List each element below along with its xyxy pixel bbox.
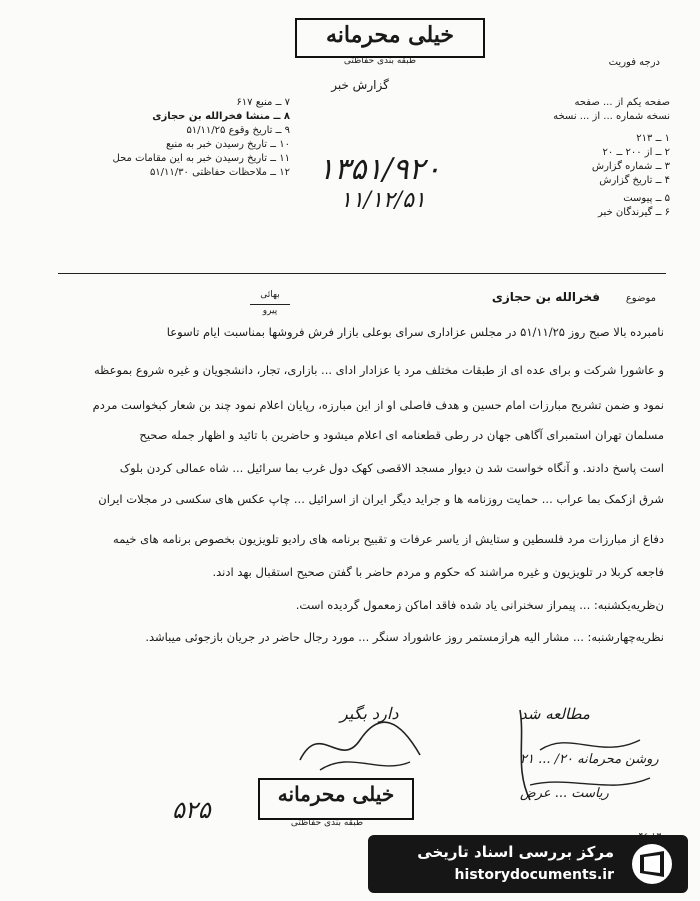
right-fields <box>430 96 670 220</box>
left-field: ۱۱ ــ تاریخ رسیدن خبر به این مقامات محل <box>112 153 290 164</box>
right-field: نسخه شماره ... از ... نسخه <box>553 111 670 122</box>
subject-side-note: پیرو <box>262 306 278 316</box>
signature-note-a: دارد بگیر <box>340 704 399 723</box>
signature-scribble-icon <box>290 700 430 780</box>
body-line: شرق ازکمک بما عراب ... حمایت روزنامه ها و جراید دیگر ایران از اسرائیل ... چاپ عکس های سکسی در مجلات ایران <box>98 492 664 506</box>
bottom-classification-stamp <box>258 778 414 820</box>
body-line: است پاسخ دادند. و آنگاه خواست شد ن دیوار مسجد الاقصی کهک دول غرب بما سرائیل ... شاه عمالی کردن بلوک <box>119 461 664 475</box>
left-field: ۷ ــ منبع ۶۱۷ <box>236 97 290 108</box>
bottom-stamp-text: خیلی محرمانه <box>277 782 395 806</box>
body-line: دفاع از مبارزات مرد فلسطین و ستایش از یاسر عرفات و تقبیح برنامه های رادیو تلویزیون بخصوص برنامه های خیمه <box>113 532 664 546</box>
top-stamp-text: خیلی محرمانه <box>325 22 455 48</box>
handwritten-number: ۱۳۵۱/۹۲۰ <box>318 152 441 187</box>
top-stamp-caption: طبقه بندی حفاظتی <box>343 56 417 66</box>
signature-note-c: روشن محرمانه ۲۰/ ... ۲۱ <box>520 752 659 767</box>
body-line: نامبرده بالا صبح روز ۵۱/۱۱/۲۵ در مجلس عزاداری سرای بوعلی بازار فرش فروشها بمناسبت ایام تاسوعا <box>166 325 664 339</box>
subject-side-note: بهائی <box>260 290 280 300</box>
body-line: نظریه‌چهارشنبه: ... مشار الیه هرازمستمر روز عاشوراد سنگر ... مورد رجال حاضر در جریان بازجوئی میباشد. <box>145 630 664 644</box>
signature-note-d: ریاست ... عرض <box>520 786 609 801</box>
left-field: ۹ ــ تاریخ وقوع ۵۱/۱۱/۲۵ <box>186 125 290 136</box>
subject-label: موضوع <box>625 293 656 304</box>
signature-note-b: مطالعه شد <box>520 705 590 723</box>
left-field: ۸ ــ منشا فخرالله بن حجازی <box>152 111 290 122</box>
stamp-number: ۵۲۵ <box>172 796 211 824</box>
right-field: ۴ ــ تاریخ گزارش <box>599 175 670 186</box>
right-field: ۲ ــ از ۲۰۰ ــ ۲۰ <box>602 147 670 158</box>
handwritten-date: ۱۱/۱۲/۵۱ <box>340 188 426 213</box>
body-line: مسلمان تهران استمبرای آگاهی جهان در رطی قطعنامه ای اعلام میشود و حاضرین با تائید و اظهار جمله صحیح <box>139 428 664 442</box>
priority-label: درجه فوریت <box>608 57 660 68</box>
archive-watermark <box>368 835 688 893</box>
left-field: ۱۰ ــ تاریخ رسیدن خبر به منبع <box>166 139 290 150</box>
right-field: ۱ ــ ۲۱۳ <box>636 133 670 144</box>
archive-website: historydocuments.ir <box>454 867 614 883</box>
right-field: صفحه یکم از ... صفحه <box>574 97 670 108</box>
report-title: گزارش خبر <box>331 78 389 92</box>
left-fields <box>60 96 290 180</box>
subject-value: فخرالله بن حجازی <box>491 290 600 304</box>
left-field: ۱۲ ــ ملاحظات حفاظتی ۵۱/۱۱/۳۰ <box>149 167 290 178</box>
top-classification-stamp <box>295 18 485 58</box>
bottom-stamp-caption: طبقه بندی حفاظتی <box>290 818 364 828</box>
subject-underline <box>250 304 290 305</box>
archive-center-name: مرکز بررسی اسناد تاریخی <box>417 843 614 861</box>
archive-logo-icon <box>626 841 678 887</box>
right-field: ۶ ــ گیرندگان خبر <box>598 207 670 218</box>
body-line: و عاشورا شرکت و برای عده ای از طبقات مختلف مرد یا عزادار ادای ... بازاری، تجار، دانشجویان و غیره شروع بموعظه <box>94 363 664 377</box>
header-divider <box>58 273 666 274</box>
body-line: ن‌ظریه‌یکشنبه: ... پیمراز سخنرانی یاد شده فاقد اماکن زمعمول گردیده است. <box>295 598 664 612</box>
right-field: ۵ ــ پیوست <box>623 193 670 204</box>
body-line: نمود و ضمن تشریح مبارزات امام حسین و هدف فاصلی او از این مبارزه، رپایان اعلام نمود چند بن شعار کبخواست مردم <box>92 398 664 412</box>
right-field: ۳ ــ شماره گزارش <box>591 161 670 172</box>
body-line: فاجعه کربلا در تلویزیون و غیره مراشند که حکوم و مردم حاضر با گفتن صحیح استقبال بهد ادند. <box>212 565 664 579</box>
